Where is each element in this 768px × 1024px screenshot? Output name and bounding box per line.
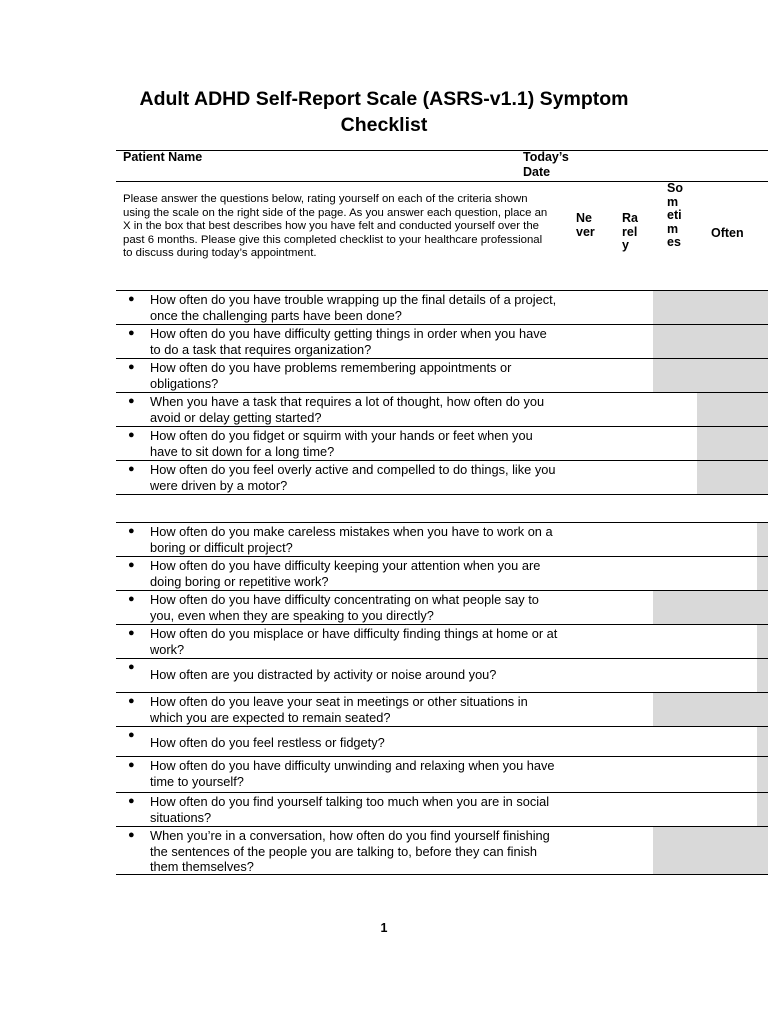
question-text: How often do you leave your seat in meetings or other situations in which you are expected to remain seated? [150,694,528,725]
question-row[interactable] [116,393,768,426]
shaded-response-box [757,793,768,826]
header-top-rule [116,150,768,151]
question-text: How often do you have difficulty getting things in order when you have to do a task that requires organization? [150,326,547,357]
shaded-response-box [653,827,768,874]
shaded-response-box [757,757,768,792]
shaded-response-box [653,325,768,358]
column-header-rarely: Rarely [622,211,638,252]
shaded-response-box [757,659,768,692]
question-text: How often do you fidget or squirm with your hands or feet when you have to sit down for a long time? [150,428,533,459]
shaded-response-box [697,461,768,494]
part_a-row-rule [116,494,768,495]
question-row[interactable] [116,427,768,460]
question-row[interactable] [116,793,768,826]
page-title: Adult ADHD Self-Report Scale (ASRS-v1.1) Symptom Checklist [139,88,629,136]
question-row[interactable] [116,291,768,324]
bullet-icon: ● [128,829,135,841]
bullet-icon: ● [128,293,135,305]
question-text: How often do you make careless mistakes when you have to work on a boring or difficult project? [150,524,553,555]
page-number: 1 [380,921,388,935]
question-text: When you have a task that requires a lot of thought, how often do you avoid or delay getting started? [150,394,545,425]
question-text: How often do you have difficulty keeping your attention when you are doing boring or repetitive work? [150,558,541,589]
question-row[interactable] [116,523,768,556]
question-text: How often are you distracted by activity or noise around you? [150,667,497,682]
bullet-icon: ● [128,559,135,571]
bullet-icon: ● [128,661,135,673]
bullet-icon: ● [128,361,135,373]
column-header-often: Often [711,226,744,240]
patient-name-label: Patient Name [123,150,203,164]
question-row[interactable] [116,557,768,590]
bullet-icon: ● [128,759,135,771]
bullet-icon: ● [128,525,135,537]
shaded-response-box [757,523,768,556]
question-row[interactable] [116,727,768,756]
shaded-response-box [757,625,768,658]
instructions-text: Please answer the questions below, rating yourself on each of the criteria shown using the scale on the right side of the page. As you answer each question, place an X in the box that best describes how you have felt and conducted yourself over the past 6 months. Please give this completed checklist to your healthcare professional to discuss during today’s appointment. [123,193,548,260]
question-row[interactable] [116,659,768,692]
shaded-response-box [653,693,768,726]
question-row[interactable] [116,757,768,792]
question-text: How often do you feel overly active and compelled to do things, like you were driven by a motor? [150,462,556,493]
column-header-never: Never [576,211,595,239]
question-text: How often do you have difficulty concentrating on what people say to you, even when they are speaking to you directly? [150,592,539,623]
shaded-response-box [653,591,768,624]
shaded-response-box [653,291,768,324]
shaded-response-box [697,427,768,460]
question-row[interactable] [116,827,768,874]
shaded-response-box [697,393,768,426]
part_b-row-rule [116,874,768,875]
question-text: How often do you feel restless or fidgety? [150,735,385,750]
column-header-sometimes: Sometimes [667,181,683,249]
question-text: When you’re in a conversation, how often do you find yourself finishing the sentences of the people you are talking to, before they can finish them themselves? [150,828,550,875]
question-text: How often do you have problems remembering appointments or obligations? [150,360,512,391]
question-row[interactable] [116,693,768,726]
shaded-response-box [757,557,768,590]
question-row[interactable] [116,325,768,358]
question-row[interactable] [116,625,768,658]
bullet-icon: ● [128,463,135,475]
question-text: How often do you have difficulty unwinding and relaxing when you have time to yourself? [150,758,555,789]
question-text: How often do you find yourself talking too much when you are in social situations? [150,794,550,825]
question-text: How often do you misplace or have difficulty finding things at home or at work? [150,626,558,657]
bullet-icon: ● [128,327,135,339]
bullet-icon: ● [128,395,135,407]
bullet-icon: ● [128,627,135,639]
bullet-icon: ● [128,429,135,441]
bullet-icon: ● [128,729,135,741]
question-text: How often do you have trouble wrapping up the final details of a project, once the challenging parts have been done? [150,292,557,323]
question-row[interactable] [116,461,768,494]
bullet-icon: ● [128,593,135,605]
question-row[interactable] [116,591,768,624]
question-row[interactable] [116,359,768,392]
shaded-response-box [757,727,768,756]
todays-date-label: Today’s Date [523,150,569,179]
bullet-icon: ● [128,795,135,807]
bullet-icon: ● [128,695,135,707]
shaded-response-box [653,359,768,392]
